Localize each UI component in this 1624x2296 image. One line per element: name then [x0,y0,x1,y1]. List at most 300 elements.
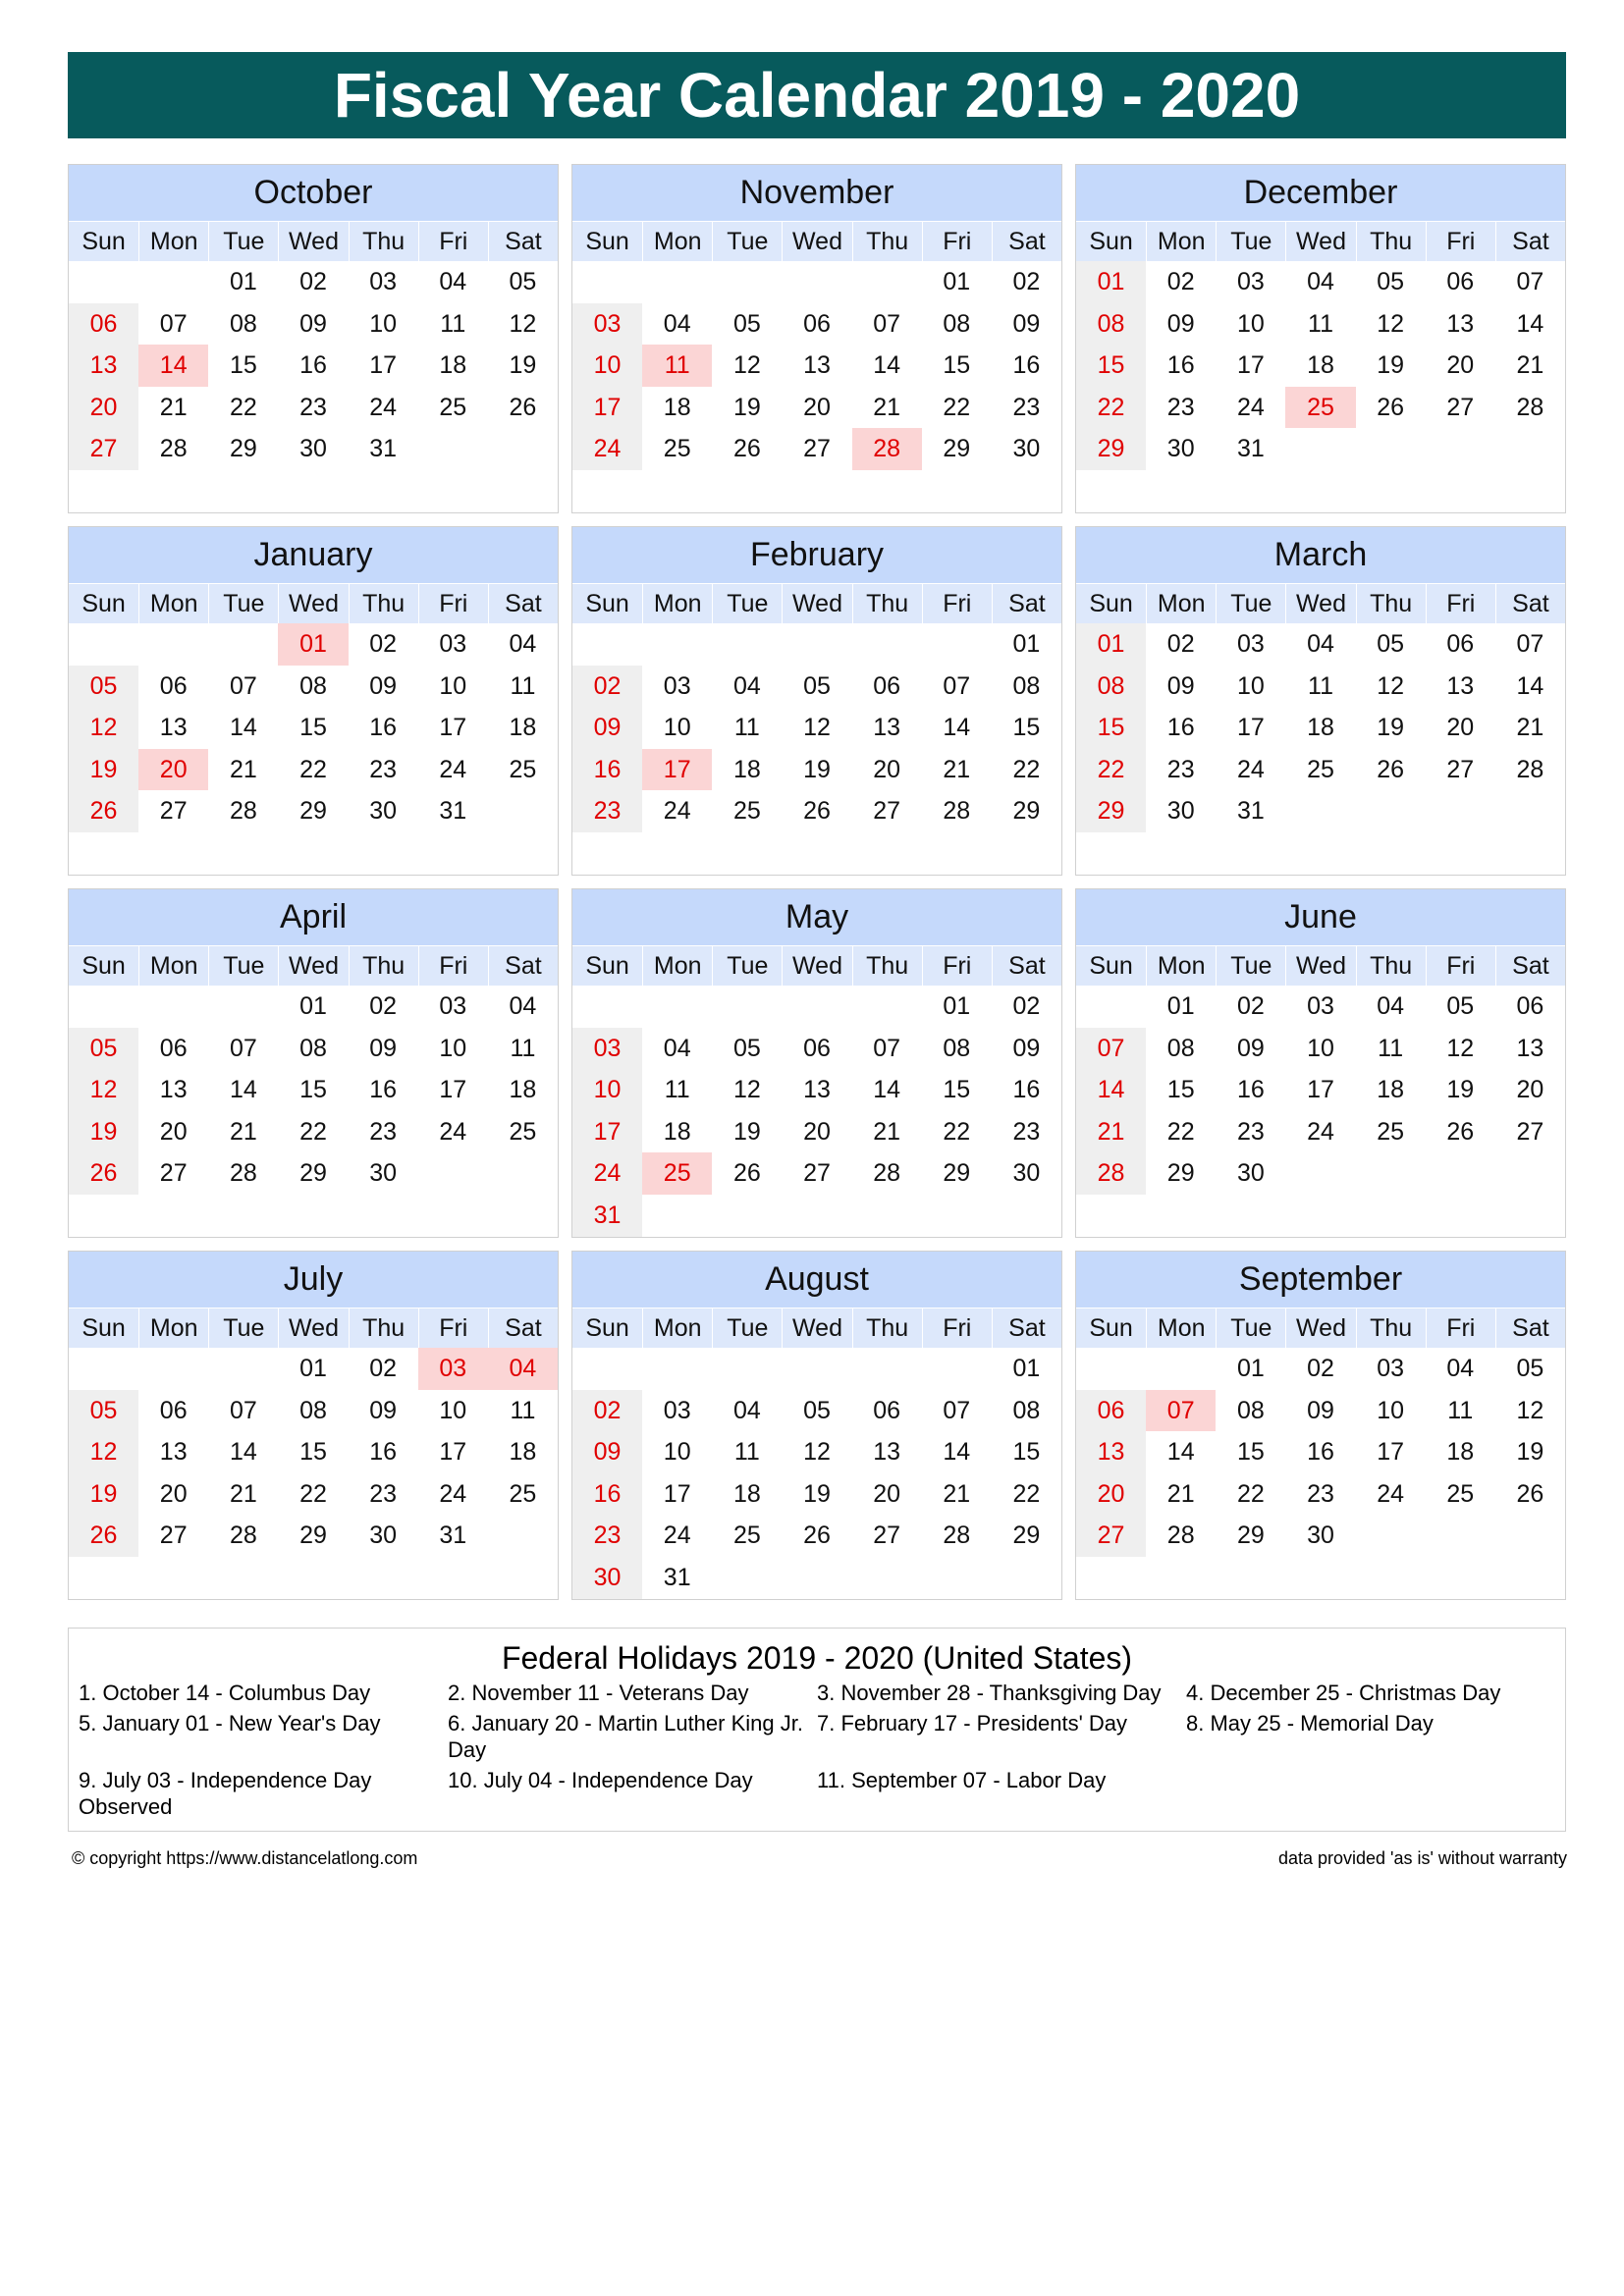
empty-day-cell [1426,428,1495,470]
day-cell: 31 [1236,797,1265,826]
month-name: June [1076,889,1565,945]
day-cell: 28 [159,435,188,463]
day-cell: 20 [1446,714,1475,742]
day-cell: 24 [1236,393,1265,421]
day-cell: 23 [1166,393,1195,421]
day-cell: 03 [1307,992,1334,1020]
day-cell: 22 [943,393,971,421]
day-cell: 04 [439,268,467,295]
day-cell: 21 [943,1479,971,1508]
day-cell: 09 [369,671,398,700]
day-cell: 03 [663,1396,691,1424]
weekday-header [69,221,558,261]
day-cell: 28 [943,797,971,826]
week-row [572,623,1061,666]
week-row [69,1431,558,1473]
day-cell: 18 [509,1438,537,1467]
day-cell: 06 [803,309,831,338]
week-row [1076,666,1565,708]
day-cell: 29 [1012,1522,1041,1550]
day-cell: 12 [732,351,761,380]
day-cell: 05 [803,1396,831,1424]
day-cell: 14 [943,714,971,742]
month-december [1075,164,1566,513]
weekday-label: Sun [585,590,629,617]
day-cell: 24 [572,1152,642,1195]
weekday-label: Mon [642,584,712,623]
week-row [1076,1111,1565,1153]
day-cell: 21 [1166,1479,1195,1508]
day-cell: 08 [1076,303,1146,346]
day-cell: 17 [439,1438,467,1467]
empty-day-cell [1495,1152,1565,1195]
empty-day-cell [642,1348,712,1390]
holiday-day-cell: 04 [488,1348,558,1390]
day-cell: 11 [1378,1034,1404,1062]
day-cell: 10 [439,1034,467,1062]
weekday-label: Sat [1495,584,1565,623]
day-cell: 20 [873,755,901,783]
day-cell: 23 [572,790,642,832]
empty-day-cell [712,261,782,303]
day-cell: 19 [1516,1438,1544,1467]
empty-day-cell [1356,790,1426,832]
day-cell: 14 [943,1438,971,1467]
day-cell: 07 [943,671,971,700]
month-may [571,888,1062,1238]
weekday-header [69,945,558,986]
week-row [572,303,1061,346]
day-cell: 01 [299,992,327,1020]
day-cell: 20 [159,1117,188,1146]
week-row [572,1195,1061,1237]
weekday-label: Fri [418,584,488,623]
weekday-label: Tue [1216,1308,1285,1348]
weekday-label: Sat [488,222,558,261]
empty-day-cell [138,986,208,1028]
day-cell: 24 [439,755,467,783]
day-cell: 26 [732,435,761,463]
week-row [1076,261,1565,303]
holiday-item: 1. October 14 - Columbus Day [79,1681,371,1705]
empty-day-cell [1426,1152,1495,1195]
week-row [572,707,1061,749]
weekday-label: Fri [922,584,992,623]
day-cell: 02 [1236,992,1265,1020]
day-cell: 02 [369,630,398,658]
empty-day-cell [922,1195,992,1237]
day-cell: 14 [1516,671,1544,700]
day-cell: 29 [943,435,971,463]
day-cell: 21 [1516,351,1544,380]
day-cell: 06 [873,1396,901,1424]
day-cell: 15 [1236,1438,1265,1467]
day-cell: 14 [873,351,901,380]
weekday-label: Fri [1426,1308,1495,1348]
day-cell: 17 [369,351,398,380]
day-cell: 23 [1166,755,1195,783]
weekday-label: Sun [585,228,629,255]
weekday-label: Fri [418,946,488,986]
day-cell: 09 [299,309,327,338]
day-cell: 12 [69,1431,138,1473]
day-cell: 03 [439,630,467,658]
weekday-label: Thu [349,222,418,261]
day-cell: 18 [663,393,691,421]
weekday-label: Sat [1495,946,1565,986]
month-name: October [69,165,558,221]
day-cell: 16 [1166,351,1195,380]
empty-day-cell [208,623,278,666]
day-cell: 25 [732,1522,761,1550]
week-row [69,749,558,791]
day-cell: 23 [572,1515,642,1557]
day-cell: 08 [299,671,327,700]
day-cell: 08 [1166,1034,1195,1062]
weekday-label: Mon [642,1308,712,1348]
weekday-label: Thu [1356,1308,1426,1348]
day-cell: 08 [299,1396,327,1424]
day-cell: 24 [572,428,642,470]
day-cell: 15 [943,1076,971,1104]
month-name: March [1076,527,1565,583]
day-cell: 03 [663,671,691,700]
empty-day-cell [782,1195,851,1237]
empty-day-cell [712,986,782,1028]
day-cell: 31 [439,1522,467,1550]
disclaimer-text: data provided 'as is' without warranty [1277,1848,1567,1868]
day-cell: 14 [229,714,257,742]
day-cell: 04 [509,992,537,1020]
day-cell: 20 [1076,1473,1146,1516]
day-cell: 10 [663,714,691,742]
day-cell: 11 [510,1396,536,1424]
weekday-label: Mon [138,222,208,261]
day-cell: 09 [1012,309,1041,338]
weekday-label: Wed [1285,946,1355,986]
holiday-item: 3. November 28 - Thanksgiving Day [817,1681,1162,1705]
week-row [69,345,558,387]
day-cell: 24 [663,797,691,826]
day-cell: 16 [1166,714,1195,742]
day-cell: 18 [663,1117,691,1146]
month-january [68,526,559,876]
day-cell: 11 [664,1076,690,1104]
day-cell: 19 [1377,714,1405,742]
empty-day-cell [992,1195,1061,1237]
day-cell: 10 [369,309,398,338]
month-name: January [69,527,558,583]
day-cell: 13 [69,345,138,387]
day-cell: 01 [1076,623,1146,666]
day-cell: 27 [159,1522,188,1550]
day-cell: 30 [369,797,398,826]
day-cell: 20 [69,387,138,429]
day-cell: 09 [1307,1396,1334,1424]
day-cell: 21 [873,393,901,421]
empty-day-cell [782,261,851,303]
day-cell: 06 [159,1396,188,1424]
holiday-day-cell: 17 [642,749,712,791]
day-cell: 22 [1012,755,1041,783]
day-cell: 05 [1377,630,1405,658]
weekday-label: Fri [922,1308,992,1348]
day-cell: 04 [663,1034,691,1062]
day-cell: 17 [1236,351,1265,380]
weekday-label: Tue [208,1308,278,1348]
holiday-day-cell: 28 [852,428,922,470]
empty-day-cell [782,1348,851,1390]
month-name: April [69,889,558,945]
week-row [69,1473,558,1516]
holiday-item: 4. December 25 - Christmas Day [1186,1681,1501,1705]
day-cell: 16 [1012,1076,1041,1104]
week-row [572,1473,1061,1516]
weekday-label: Fri [1426,946,1495,986]
week-row [1076,1390,1565,1432]
empty-day-cell [572,986,642,1028]
day-cell: 01 [1166,992,1195,1020]
weekday-label: Wed [1285,1308,1355,1348]
weekday-label: Thu [852,584,922,623]
day-cell: 23 [1012,393,1041,421]
day-cell: 14 [229,1076,257,1104]
day-cell: 23 [1307,1479,1334,1508]
holidays-panel [68,1628,1566,1832]
day-cell: 31 [1236,435,1265,463]
empty-day-cell [488,1152,558,1195]
week-row [572,790,1061,832]
empty-day-cell [852,986,922,1028]
empty-day-cell [922,1348,992,1390]
day-cell: 07 [229,1396,257,1424]
day-cell: 18 [732,755,761,783]
day-cell: 27 [159,1159,188,1188]
day-cell: 21 [229,1117,257,1146]
day-cell: 09 [369,1034,398,1062]
weekday-label: Sat [992,222,1061,261]
day-cell: 06 [69,303,138,346]
weekday-label: Sun [81,590,126,617]
empty-day-cell [712,623,782,666]
day-cell: 22 [1076,387,1146,429]
month-october [68,164,559,513]
weekday-label: Wed [1285,584,1355,623]
day-cell: 01 [1012,630,1041,658]
day-cell: 29 [299,1159,327,1188]
day-cell: 27 [803,1159,831,1188]
day-cell: 26 [732,1159,761,1188]
empty-day-cell [1356,1515,1426,1557]
day-cell: 27 [1076,1515,1146,1557]
weekday-label: Tue [712,1308,782,1348]
day-cell: 09 [1012,1034,1041,1062]
weekday-label: Sun [1089,590,1133,617]
day-cell: 10 [1377,1396,1405,1424]
empty-day-cell [138,261,208,303]
day-cell: 24 [1307,1117,1334,1146]
day-cell: 15 [1076,345,1146,387]
day-cell: 05 [69,1390,138,1432]
day-cell: 29 [299,797,327,826]
day-cell: 13 [803,351,831,380]
day-cell: 02 [369,1355,398,1382]
week-row [69,1152,558,1195]
day-cell: 31 [663,1563,691,1591]
day-cell: 30 [1166,797,1195,826]
day-cell: 03 [1377,1355,1405,1382]
day-cell: 09 [1166,671,1195,700]
empty-day-cell [418,428,488,470]
week-row [69,1028,558,1070]
empty-day-cell [572,261,642,303]
empty-day-cell [642,261,712,303]
day-cell: 31 [572,1195,642,1237]
day-cell: 26 [1377,755,1405,783]
day-cell: 13 [873,1438,901,1467]
day-cell: 27 [1516,1117,1544,1146]
day-cell: 01 [229,268,257,295]
day-cell: 10 [439,1396,467,1424]
day-cell: 09 [1236,1034,1265,1062]
day-cell: 10 [1236,671,1265,700]
day-cell: 05 [69,1028,138,1070]
day-cell: 06 [1076,1390,1146,1432]
day-cell: 11 [1447,1396,1474,1424]
day-cell: 20 [159,1479,188,1508]
day-cell: 08 [1012,1396,1041,1424]
holiday-day-cell: 25 [642,1152,712,1195]
empty-day-cell [69,986,138,1028]
week-row [69,1111,558,1153]
day-cell: 24 [439,1117,467,1146]
day-cell: 23 [1236,1117,1265,1146]
day-cell: 16 [369,1076,398,1104]
day-cell: 29 [943,1159,971,1188]
day-cell: 05 [1516,1355,1544,1382]
day-cell: 22 [1012,1479,1041,1508]
week-row [1076,1473,1565,1516]
day-cell: 22 [299,755,327,783]
day-cell: 16 [299,351,327,380]
day-cell: 29 [1236,1522,1265,1550]
weekday-header [572,221,1061,261]
day-cell: 08 [1012,671,1041,700]
week-row [572,1028,1061,1070]
day-cell: 24 [1377,1479,1405,1508]
weekday-label: Mon [1146,1308,1216,1348]
day-cell: 30 [1012,1159,1041,1188]
day-cell: 23 [299,393,327,421]
day-cell: 25 [509,1479,537,1508]
weekday-header [572,583,1061,623]
weekday-label: Thu [1356,584,1426,623]
weekday-label: Thu [852,1308,922,1348]
day-cell: 16 [369,1438,398,1467]
weekday-label: Mon [1146,584,1216,623]
day-cell: 19 [69,1473,138,1516]
day-cell: 23 [1012,1117,1041,1146]
holiday-day-cell: 07 [1146,1390,1216,1432]
weekday-label: Tue [712,946,782,986]
week-row [572,1515,1061,1557]
day-cell: 03 [572,303,642,346]
empty-day-cell [992,1557,1061,1599]
day-cell: 15 [1166,1076,1195,1104]
holiday-day-cell: 01 [278,623,348,666]
weekday-label: Wed [782,1308,851,1348]
week-row [572,261,1061,303]
day-cell: 25 [439,393,467,421]
day-cell: 28 [873,1159,901,1188]
week-row [1076,1028,1565,1070]
weekday-header [1076,583,1565,623]
weekday-label: Thu [1356,946,1426,986]
day-cell: 29 [1012,797,1041,826]
day-cell: 16 [1012,351,1041,380]
day-cell: 02 [572,1390,642,1432]
day-cell: 02 [369,992,398,1020]
day-cell: 31 [369,435,398,463]
weekday-label: Sun [81,952,126,980]
weekday-label: Mon [642,222,712,261]
weekday-label: Sun [81,228,126,255]
day-cell: 22 [229,393,257,421]
empty-day-cell [852,1195,922,1237]
day-cell: 30 [1012,435,1041,463]
empty-day-cell [712,1195,782,1237]
month-name: November [572,165,1061,221]
month-august [571,1251,1062,1600]
day-cell: 04 [1377,992,1405,1020]
holiday-item: 2. November 11 - Veterans Day [448,1681,749,1705]
day-cell: 07 [1076,1028,1146,1070]
weekday-label: Fri [1426,584,1495,623]
weekday-header [1076,945,1565,986]
day-cell: 16 [1236,1076,1265,1104]
weekday-label: Mon [138,584,208,623]
day-cell: 06 [873,671,901,700]
day-cell: 19 [1446,1076,1475,1104]
day-cell: 30 [1236,1159,1265,1188]
holiday-day-cell: 20 [138,749,208,791]
weekday-header [69,1308,558,1348]
day-cell: 06 [1446,268,1475,295]
day-cell: 06 [159,1034,188,1062]
week-row [69,1390,558,1432]
day-cell: 30 [1166,435,1195,463]
day-cell: 29 [299,1522,327,1550]
day-cell: 22 [943,1117,971,1146]
holiday-item: 7. February 17 - Presidents' Day [817,1711,1128,1735]
day-cell: 01 [1236,1355,1265,1382]
day-cell: 12 [732,1076,761,1104]
month-july [68,1251,559,1600]
day-cell: 07 [873,1034,901,1062]
day-cell: 19 [732,393,761,421]
weekday-label: Tue [1216,222,1285,261]
weekday-label: Wed [1285,222,1355,261]
empty-day-cell [1076,986,1146,1028]
day-cell: 30 [572,1557,642,1599]
day-cell: 24 [439,1479,467,1508]
weekday-label: Tue [208,946,278,986]
day-cell: 22 [1166,1117,1195,1146]
page-title: Fiscal Year Calendar 2019 - 2020 [68,52,1566,138]
empty-day-cell [852,623,922,666]
day-cell: 18 [1446,1438,1475,1467]
week-row [572,749,1061,791]
